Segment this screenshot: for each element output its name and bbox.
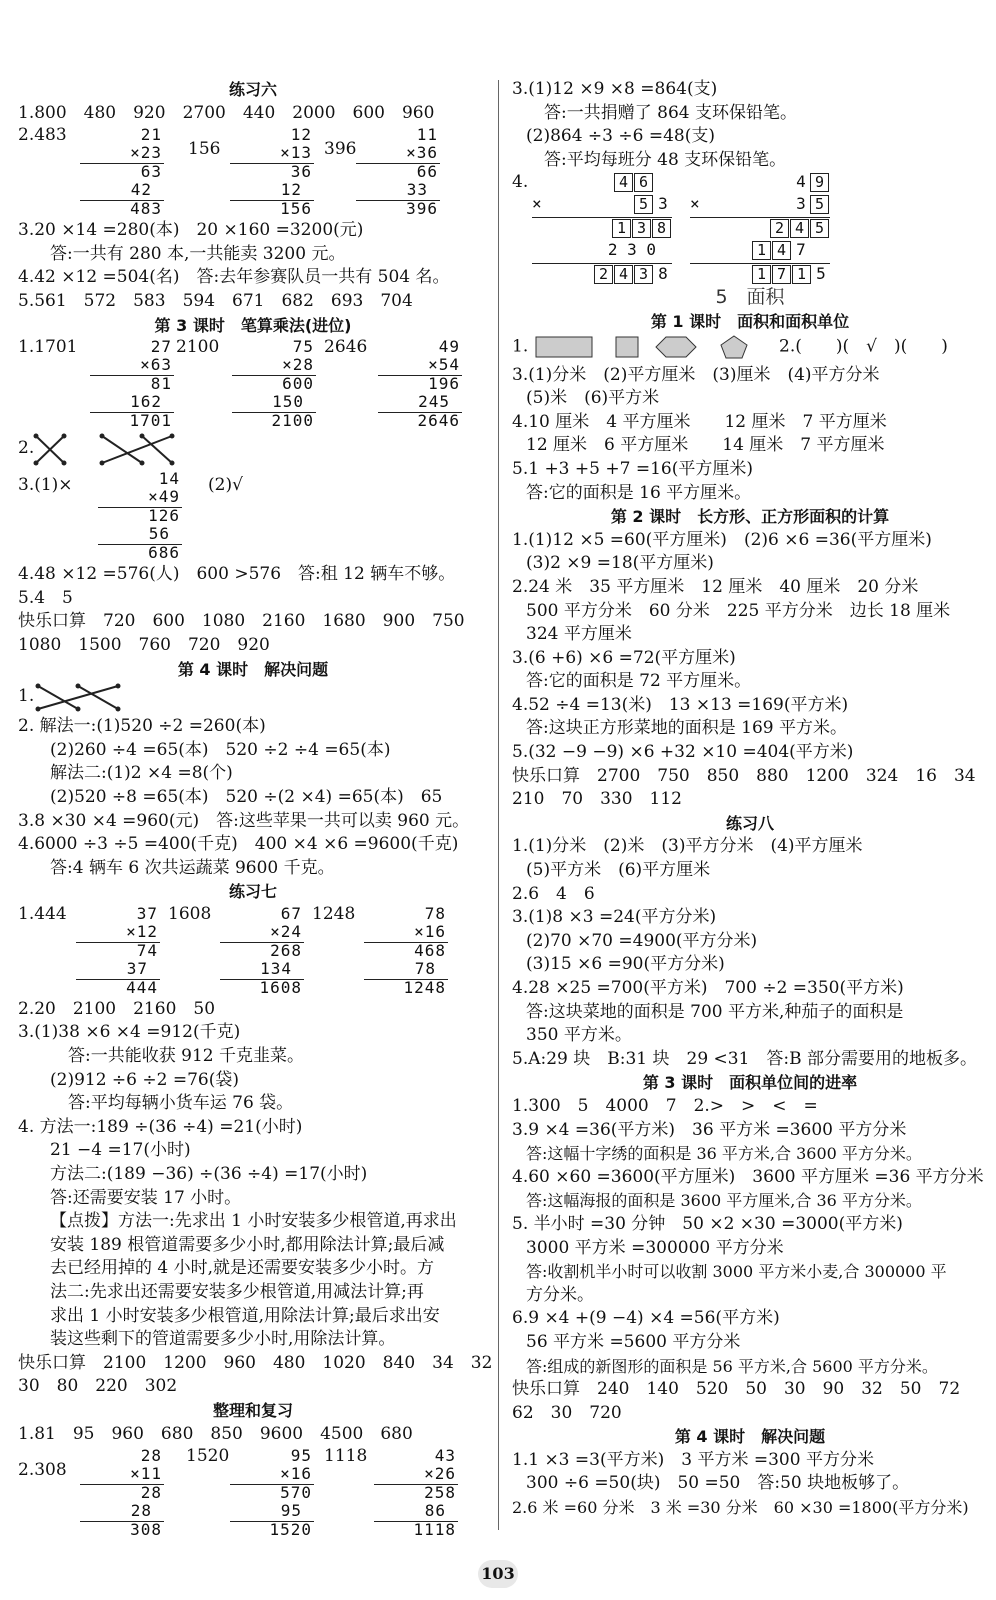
answer-line: 3.(1)分米 (2)平方厘米 (3)厘米 (4)平方分米 [512,364,880,385]
answer-line: 5.A:29 块 B:31 块 29 <31 答:B 部分需要用的地板多。 [512,1048,978,1069]
vertical-multiplication: 37 ×12 74 37 444 [76,904,158,996]
answer-line: 快乐口算 720 600 1080 2160 1680 900 750 [18,611,465,632]
answer-line: 300 ÷6 =50(块) 50 =50 答:50 块地板够了。 [526,1473,910,1494]
answer-line: 2.308 [18,1460,67,1481]
vertical-multiplication-group [18,904,488,998]
answer-line: 210 70 330 112 [512,789,682,810]
answer-value: 2100 [176,337,220,358]
answer-line: 1.300 5 4000 7 2.> > < = [512,1095,818,1116]
answer-line: 答:4 辆车 6 次共运蔬菜 9600 千克。 [50,857,335,878]
answer-line: 1.1701 [18,337,78,358]
tip-line: 法二:先求出还需要安装多少根管道,用减法计算;再 [50,1282,424,1302]
left-column [18,78,493,1540]
answer-value: 1248 [312,903,356,924]
answer-line: 答:还需要安装 17 小时。 [50,1187,242,1208]
vertical-multiplication-group [18,469,488,563]
vertical-multiplication: 49 ×54 196 245 2646 [378,337,460,429]
section-title: 第 1 课时 面积和面积单位 [650,311,850,331]
answer-line: 4.42 ×12 =504(名) 答:去年参赛队员一共有 504 名。 [18,267,450,288]
vertical-multiplication: 78 ×16 468 78 1248 [364,904,446,996]
answer-line: 6.9 ×4 +(9 −4) ×4 =56(平方米) [512,1308,780,1329]
answer-line: 5.4 5 [18,587,73,608]
answer-line: 方分米。 [526,1284,594,1305]
answer-line: (5)米 (6)平方米 [526,388,660,409]
section-title: 练习八 [725,813,774,833]
answer-line: 解法二:(1)2 ×4 =8(个) [50,763,233,784]
section-title: 第 4 课时 解决问题 [177,659,329,679]
answer-line: 快乐口算 2100 1200 960 480 1020 840 34 32 [18,1352,493,1373]
tip-line: 装这些剩下的管道需要多少小时,用除法计算。 [50,1329,396,1350]
boxed-multiplication-group: 4. 4 6 × 5 3 1 3 8 2 3 0 2 4 3 8 4 9 × 3 5 2 4 5 1 4 7 1 7 1 5 [512,172,988,286]
vertical-multiplication: 11 ×36 66 33 396 [356,125,438,217]
answer-line: 答:它的面积是 72 平方厘米。 [526,671,752,692]
answer-line: 3.(6 +6) ×6 =72(平方厘米) [512,647,736,668]
answer-line: 答:组成的新图形的面积是 56 平方米,合 5600 平方分米。 [526,1356,938,1376]
answer-line: 1.444 [18,903,67,924]
vertical-multiplication: 43 ×26 258 86 1118 [374,1446,456,1538]
boxed-multiplication: 4 6 × 5 3 1 3 8 2 3 0 2 4 3 8 [532,172,672,286]
answer-line: 1.800 480 920 2700 440 2000 600 960 [18,102,435,123]
answer-value: 1520 [186,1446,230,1467]
answer-line: (2)520 ÷8 =65(本) 520 ÷(2 ×4) =65(本) 65 [50,786,443,807]
section-title: 整理和复习 [212,1400,293,1420]
shapes-figure-icon [534,334,774,360]
unit-title: 5 面积 [715,286,785,309]
answer-line: 答:这块正方形菜地的面积是 169 平方米。 [526,718,847,739]
tip-line: 去已经用掉的 4 小时,就是还需要安装多少小时。方 [50,1258,435,1279]
vertical-multiplication: 67 ×24 268 134 1608 [220,904,302,996]
answer-line: 500 平方分米 60 分米 225 平方分米 边长 18 厘米 [526,600,951,621]
answer-line: 答:这块菜地的面积是 700 平方米,种茄子的面积是 [526,1001,904,1022]
answer-line: 4.6000 ÷3 ÷5 =400(千克) 400 ×4 ×6 =9600(千克) [18,834,459,855]
answer-value: 396 [324,139,357,160]
answer-line: 3.(1)8 ×3 =24(平方分米) [512,907,717,928]
answer-line: 答:平均每班分 48 支环保铅笔。 [544,149,787,170]
answer-line: 4.28 ×25 =700(平方米) 700 ÷2 =350(平方米) [512,978,904,998]
answer-line: 答:一共能收获 912 千克韭菜。 [68,1046,304,1067]
answer-line: 答:一共捐赠了 864 支环保铅笔。 [544,102,797,123]
answer-line: 快乐口算 2700 750 850 880 1200 324 16 34 [512,765,976,786]
answer-line: 4.10 厘米 4 平方厘米 12 厘米 7 平方厘米 [512,411,887,432]
vertical-multiplication-group [18,337,488,431]
answer-line: 答:这幅海报的面积是 3600 平方厘米,合 36 平方分米。 [526,1191,922,1211]
answer-line: 快乐口算 240 140 520 50 30 90 32 50 72 [512,1379,961,1400]
answer-value: 2646 [324,337,368,358]
matching-answer: 2. [18,431,488,469]
tip-line: 求出 1 小时安装多少根管道,用除法计算;最后求出安 [50,1305,440,1326]
answer-line: 324 平方厘米 [526,624,632,645]
answer-line: 3.8 ×30 ×4 =960(元) 答:这些苹果一共可以卖 960 元。 [18,810,470,831]
tip-line: 安装 189 根管道需要多少小时,都用除法计算;最后减 [50,1234,445,1255]
answer-line: 3.(1)× [18,475,73,496]
answer-line: 56 平方米 =5600 平方分米 [526,1331,741,1352]
tip-line: 【点拨】方法一:先求出 1 小时安装多少根管道,再求出 [50,1211,457,1232]
vertical-multiplication: 12 ×13 36 12 156 [230,125,312,217]
section-title: 第 3 课时 笔算乘法(进位) [154,315,352,335]
answer-line: 350 平方米。 [526,1025,632,1046]
answer-line: 3.9 ×4 =36(平方米) 36 平方米 =3600 平方分米 [512,1119,907,1140]
answer-line: 1.1 ×3 =3(平方米) 3 平方米 =300 平方分米 [512,1449,874,1470]
answer-line: 21 −4 =17(小时) [50,1140,191,1161]
section-title: 练习六 [228,80,277,99]
answer-line: 3.(1)38 ×6 ×4 =912(千克) [18,1022,241,1043]
answer-line: 3.(1)12 ×9 ×8 =864(支) [512,79,718,99]
vertical-multiplication: 27 ×63 81 162 1701 [90,337,172,429]
section-title: 第 4 课时 解决问题 [674,1427,826,1447]
vertical-multiplication-group [18,125,488,219]
answer-line: 2.6 米 =60 分米 3 米 =30 分米 60 ×30 =1800(平方分米) [512,1498,969,1518]
vertical-multiplication-group [18,1446,488,1540]
answer-line: 答:它的面积是 16 平方厘米。 [526,482,752,503]
answer-line: 1.81 95 960 680 850 9600 4500 680 [18,1423,413,1444]
answer-line: (2)912 ÷6 ÷2 =76(袋) [50,1069,240,1090]
answer-line: 2.483 [18,125,67,146]
answer-line: 1. 2.( )( √ )( ) [512,334,988,364]
answer-line: 4. 方法一:189 ÷(36 ÷4) =21(小时) [18,1116,303,1137]
page-number: 103 [478,1560,518,1588]
answer-line: 方法二:(189 −36) ÷(36 ÷4) =17(小时) [50,1164,368,1185]
answer-line: 5.(32 −9 −9) ×6 +32 ×10 =404(平方米) [512,742,854,763]
answer-line: 4.52 ÷4 =13(米) 13 ×13 =169(平方米) [512,694,849,715]
section-title: 第 3 课时 面积单位间的进率 [642,1073,858,1093]
answer-line: 62 30 720 [512,1402,622,1423]
right-column [512,78,988,1520]
answer-line: 1.(1)分米 (2)米 (3)平方分米 (4)平方厘米 [512,836,863,857]
answer-line: 3000 平方米 =300000 平方分米 [526,1237,784,1258]
matching-lines-icon [32,433,182,467]
answer-line: 答:一共有 280 本,一共能卖 3200 元。 [50,243,346,264]
answer-value: 1608 [168,903,212,924]
answer-line: 3.20 ×14 =280(本) 20 ×160 =3200(元) [18,220,364,241]
answer-line: 2.20 2100 2160 50 [18,998,216,1019]
answer-line: (2)864 ÷3 ÷6 =48(支) [526,126,716,147]
answer-line: 1.(1)12 ×5 =60(平方厘米) (2)6 ×6 =36(平方厘米) [512,529,932,550]
answer-line: 5.1 +3 +5 +7 =16(平方厘米) [512,458,753,479]
answer-line: 2.24 米 35 平方厘米 12 厘米 40 厘米 20 分米 [512,576,919,597]
matching-answer: 1. [18,681,488,715]
answer-line: 1080 1500 760 720 920 [18,634,270,655]
answer-value: 1118 [324,1446,368,1467]
answer-line: (2)70 ×70 =4900(平方分米) [526,930,758,951]
answer-line: (2)260 ÷4 =65(本) 520 ÷2 ÷4 =65(本) [50,739,391,760]
vertical-multiplication: 14 ×49 126 56 686 [98,469,180,561]
boxed-multiplication: 4 9 × 3 5 2 4 5 1 4 7 1 7 1 5 [690,172,830,286]
answer-line: (3)2 ×9 =18(平方厘米) [526,553,714,574]
answer-line: 答:这幅十字绣的面积是 36 平方米,合 3600 平方分米。 [526,1144,922,1164]
matching-lines-icon [34,683,124,713]
answer-value: 156 [188,139,221,160]
answer-line: 5. 半小时 =30 分钟 50 ×2 ×30 =3000(平方米) [512,1213,903,1234]
answer-value: (2)√ [208,475,243,496]
vertical-multiplication: 28 ×11 28 28 308 [80,1446,162,1538]
answer-line: 30 80 220 302 [18,1376,178,1397]
column-divider [498,80,499,1530]
section-title: 第 2 课时 长方形、正方形面积的计算 [610,507,890,527]
answer-line: 5.561 572 583 594 671 682 693 704 [18,290,413,311]
answer-line: 答:平均每辆小货车运 76 袋。 [68,1093,294,1114]
answer-line: 2.6 4 6 [512,883,595,904]
answer-line: 4.60 ×60 =3600(平方厘米) 3600 平方厘米 =36 平方分米 [512,1166,984,1187]
vertical-multiplication: 21 ×23 63 42 483 [80,125,162,217]
vertical-multiplication: 95 ×16 570 95 1520 [230,1446,312,1538]
section-title: 练习七 [228,882,277,902]
answer-line: (5)平方米 (6)平方厘米 [526,860,711,881]
answer-line: 4.48 ×12 =576(人) 600 >576 答:租 12 辆车不够。 [18,564,456,585]
answer-line: 答:收割机半小时可以收割 3000 平方米小麦,合 300000 平 [526,1262,947,1282]
vertical-multiplication: 75 ×28 600 150 2100 [232,337,314,429]
answer-line: 12 厘米 6 平方厘米 14 厘米 7 平方厘米 [526,435,885,456]
answer-line: 2. 解法一:(1)520 ÷2 =260(本) [18,716,266,737]
answer-line: (3)15 ×6 =90(平方分米) [526,954,725,975]
